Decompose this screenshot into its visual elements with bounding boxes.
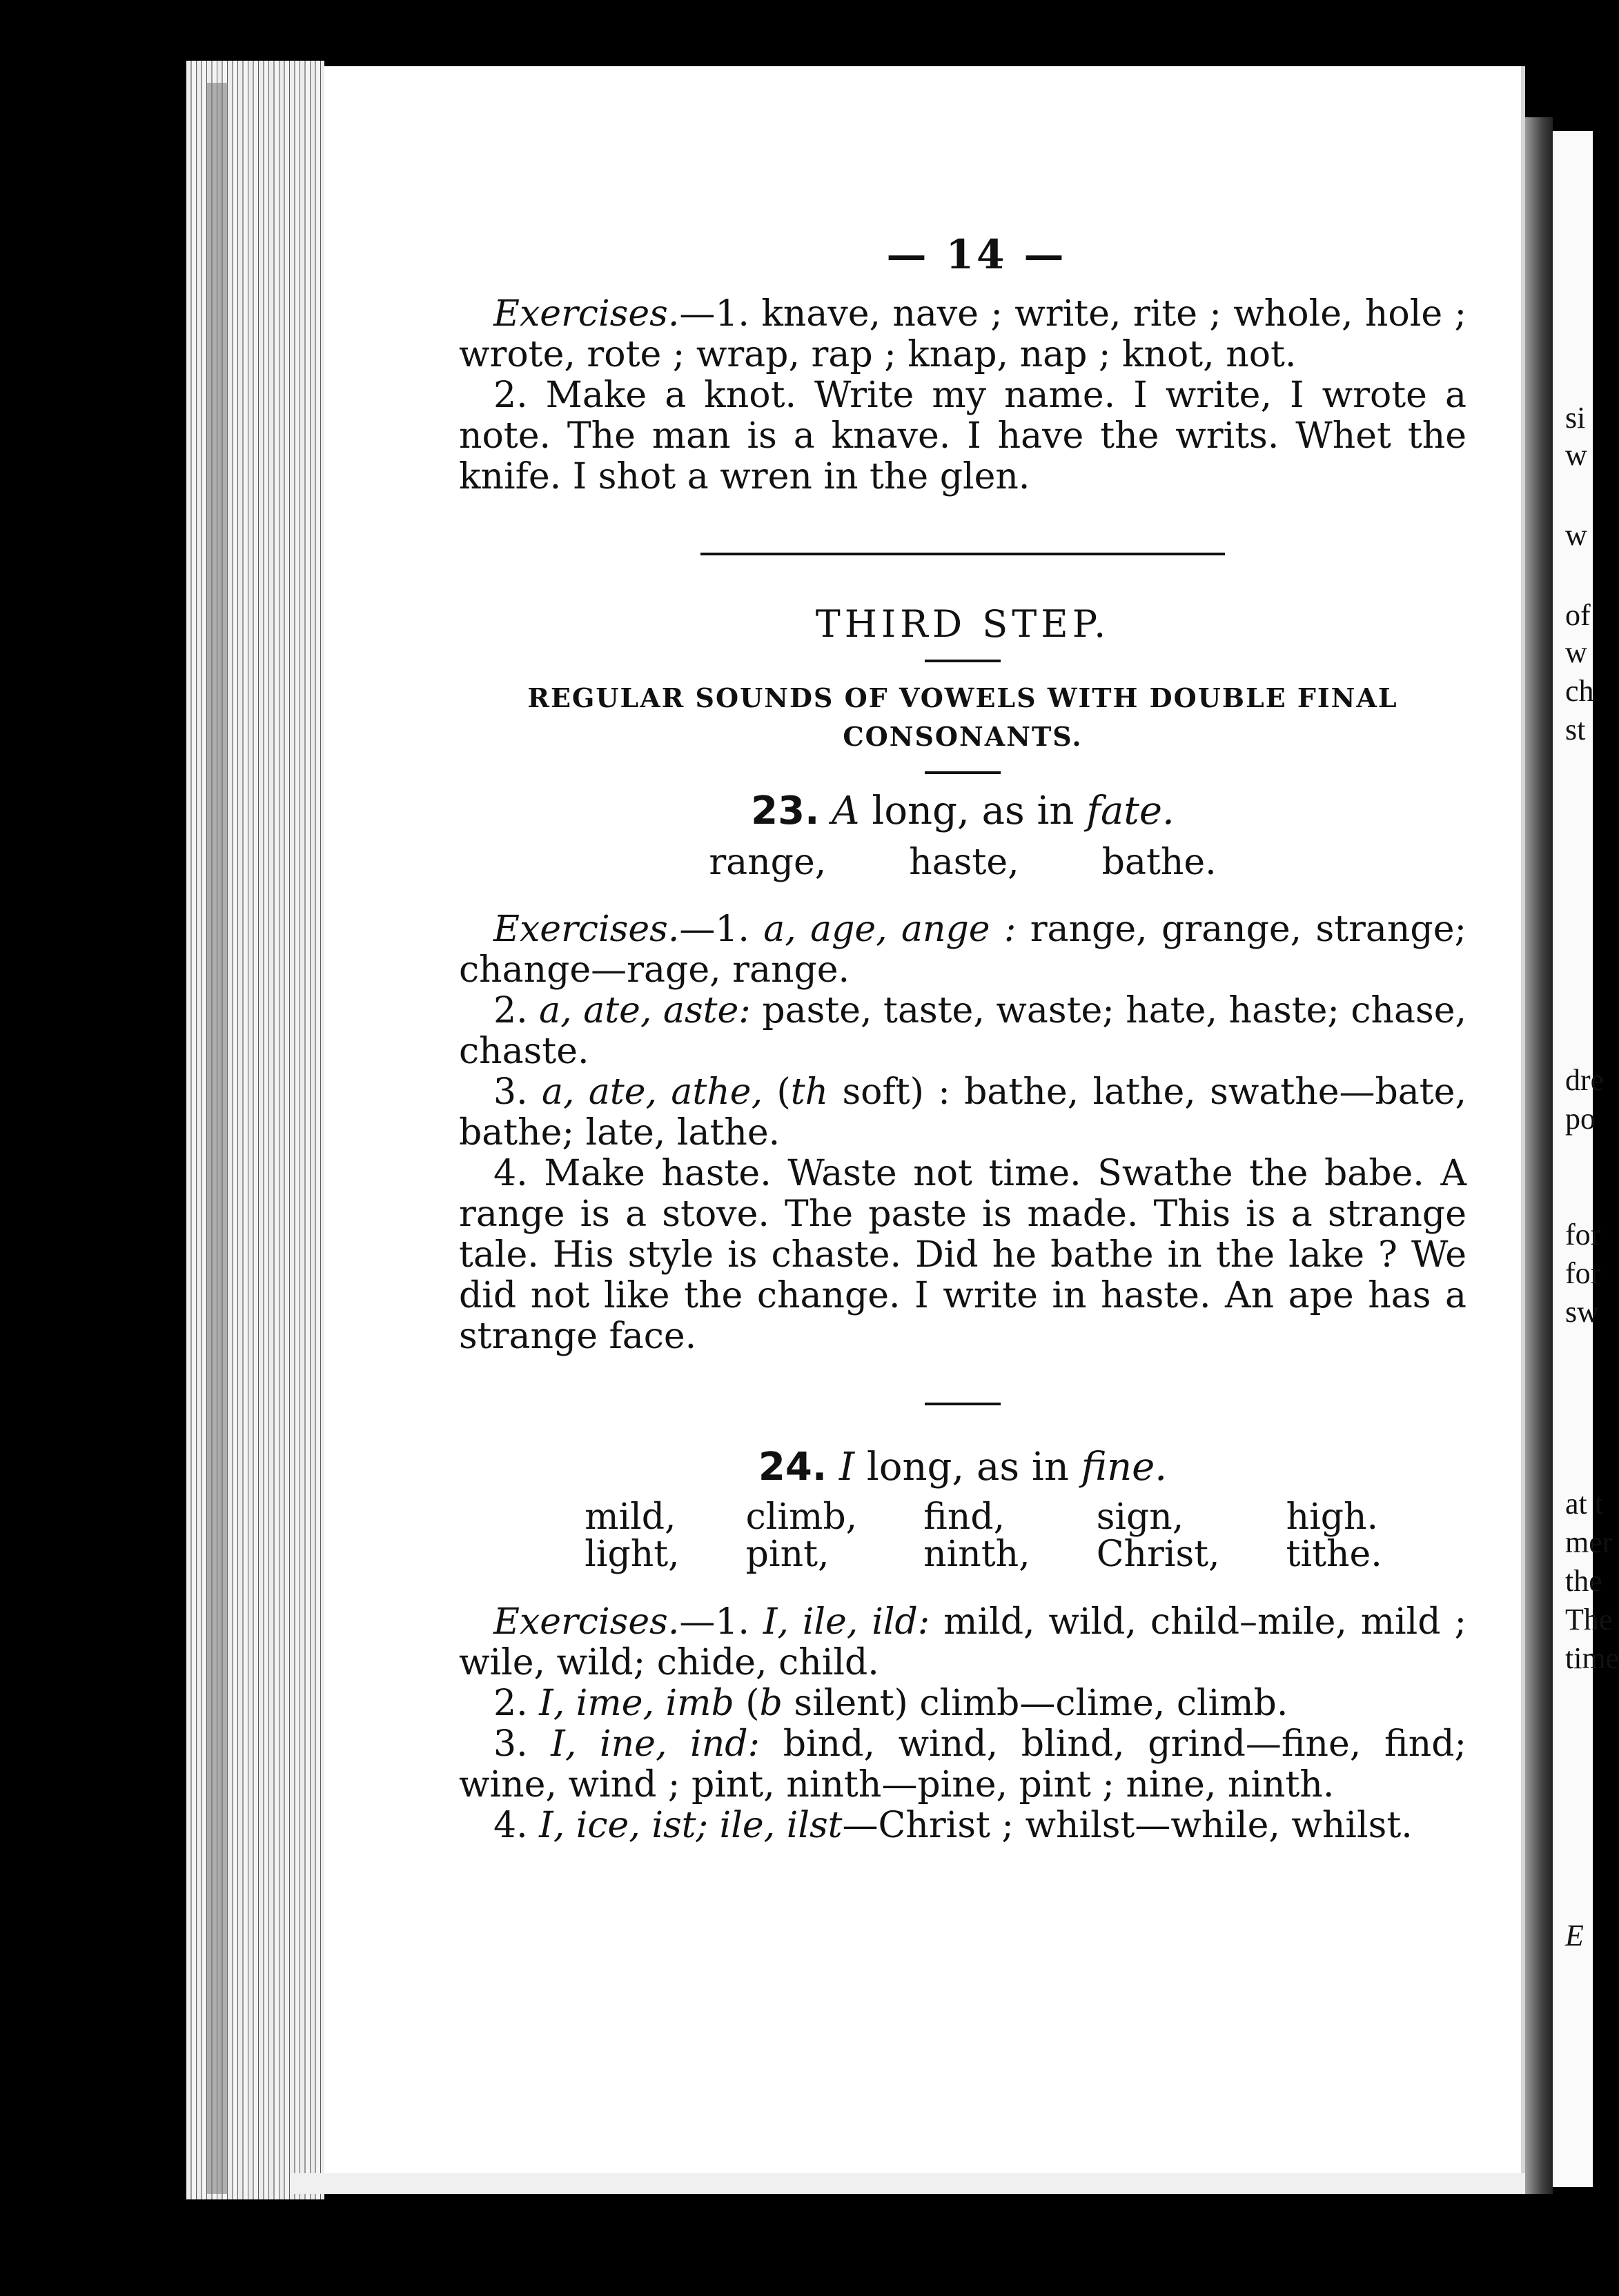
exercise-number: 3. <box>493 1723 551 1765</box>
lesson-23-heading <box>459 791 1466 831</box>
word: mild, <box>585 1496 676 1538</box>
exercises-label: Exercises. <box>493 909 680 950</box>
facing-fragment: sw <box>1565 1295 1599 1329</box>
exercise-pattern: I, ine, ind: <box>551 1723 761 1765</box>
exercise-text: ( <box>734 1683 760 1724</box>
facing-fragment: for <box>1565 1218 1601 1251</box>
exercise-paragraph: 2. Make a knot. Write my name. I write, I wrote a note. The man is a knave. I have the writs. Whet the knife. I shot a wren in the glen. <box>459 375 1466 497</box>
lesson-number: 24. <box>758 1445 827 1490</box>
facing-page-fragment <box>1553 131 1619 2187</box>
lesson-24-words <box>459 1498 1466 1573</box>
exercise-text: paste, taste, waste; hate, haste; chase, chaste. <box>459 990 1467 1072</box>
exercise-pattern: a, ate, aste: <box>539 990 751 1031</box>
book-gutter <box>1525 117 1553 2194</box>
lesson-heading-text: long, as in <box>859 789 1087 833</box>
facing-fragment: time <box>1565 1641 1619 1675</box>
exercise-number: 3. <box>493 1071 542 1113</box>
facing-fragment: w <box>1565 438 1587 472</box>
page-shadow <box>207 83 228 2194</box>
word: tithe. <box>1286 1534 1382 1575</box>
exercise-pattern: a, age, ange : <box>763 909 1017 950</box>
exercise-paragraph <box>459 1724 1466 1805</box>
exercise-text: —Christ ; whilst—while, whilst. <box>842 1805 1413 1846</box>
lesson-vowel: I <box>838 1445 855 1490</box>
page-content <box>459 231 1467 1846</box>
facing-fragment: for <box>1565 1256 1601 1290</box>
exercise-text: range, grange, strange; change—rage, range. <box>459 909 1466 991</box>
facing-fragment: w <box>1565 518 1587 552</box>
exercise-text: bind, wind, blind, grind—fine, find; wine, wind ; pint, ninth—pine, pint ; nine, ninth. <box>459 1723 1466 1805</box>
exercise-paragraph <box>459 294 1466 375</box>
lesson-24-heading <box>459 1445 1466 1490</box>
lesson-vowel: A <box>832 789 860 833</box>
exercise-pattern: a, ate, athe, <box>541 1071 763 1113</box>
facing-fragment: st <box>1565 713 1586 746</box>
facing-fragment: E <box>1565 1919 1584 1952</box>
facing-fragment: w <box>1565 635 1587 669</box>
exercise-pattern: I, ile, ild: <box>763 1601 930 1643</box>
exercise-text: mild, wild, child–mile, mild ; wile, wild; chide, child. <box>459 1601 1466 1683</box>
exercise-text: silent) climb—clime, climb. <box>782 1683 1288 1724</box>
exercise-pattern: I, ice, ist; ile, ilst <box>539 1805 843 1846</box>
word: range, <box>709 842 827 883</box>
exercise-paragraph <box>459 1805 1466 1846</box>
exercise-number: —1. <box>679 909 764 950</box>
exercise-pattern: I, ime, imb <box>539 1683 734 1724</box>
word: climb, <box>745 1496 858 1538</box>
facing-fragment: of <box>1565 598 1591 632</box>
exercises-label: Exercises. <box>493 293 680 335</box>
section-divider <box>700 553 1225 555</box>
word: pint, <box>745 1534 830 1575</box>
exercise-text: ( <box>763 1071 791 1113</box>
facing-fragment: at t <box>1565 1487 1603 1521</box>
facing-fragment: the <box>1565 1564 1602 1598</box>
exercise-paragraph <box>459 1072 1466 1154</box>
exercises-label: Exercises. <box>493 1601 680 1643</box>
lesson-example: fine. <box>1081 1445 1168 1490</box>
exercise-number: 2. <box>493 990 540 1031</box>
facing-fragment: The <box>1565 1603 1613 1636</box>
exercise-paragraph <box>459 991 1466 1072</box>
short-rule <box>925 771 1001 774</box>
exercise-paragraph <box>459 1683 1466 1724</box>
word: haste, <box>909 842 1019 883</box>
exercise-paragraph: 4. Make haste. Waste not time. Swathe the babe. A range is a stove. The paste is made. This is a strange tale. His style is chaste. Did he bathe in the lake ? We did not like the change. I write in haste. An ape has a strange face. <box>459 1153 1466 1357</box>
facing-fragment: ch <box>1565 674 1594 708</box>
lesson-example: fate. <box>1086 789 1175 833</box>
lesson-number: 23. <box>751 789 820 833</box>
facing-fragment: si <box>1565 401 1586 435</box>
page-number: — 14 — <box>886 231 1067 278</box>
word: light, <box>585 1534 680 1575</box>
word: bathe. <box>1101 842 1217 883</box>
short-rule <box>925 660 1001 662</box>
exercise-letters: th <box>790 1071 829 1113</box>
section-subtitle: REGULAR SOUNDS OF VOWELS WITH DOUBLE FINAL CONSONANTS. <box>527 682 1398 752</box>
step-title: THIRD STEP. <box>815 602 1110 646</box>
exercise-paragraph <box>459 1602 1466 1683</box>
lesson-23-words <box>459 842 1466 883</box>
facing-fragment: po <box>1565 1102 1596 1136</box>
exercise-number: 2. <box>493 1683 540 1724</box>
exercise-text: soft) : bathe, lathe, swathe—bate, bathe; late, lathe. <box>459 1071 1466 1154</box>
exercise-letters: b <box>759 1683 783 1724</box>
page-bottom-edge <box>290 2173 1525 2194</box>
word: sign, <box>1096 1496 1184 1538</box>
short-rule <box>925 1403 1001 1405</box>
word: high. <box>1286 1496 1379 1538</box>
word: Christ, <box>1096 1534 1220 1575</box>
word: find, <box>923 1496 1005 1538</box>
exercise-paragraph <box>459 909 1466 991</box>
facing-fragment: dre <box>1565 1063 1605 1097</box>
word: ninth, <box>923 1534 1030 1575</box>
exercise-number: —1. <box>679 1601 763 1643</box>
exercise-number: 4. <box>493 1805 540 1846</box>
exercise-text: —1. knave, nave ; write, rite ; whole, hole ; wrote, rote ; wrap, rap ; knap, nap ; knot, not. <box>459 293 1466 375</box>
facing-fragment: mer <box>1565 1525 1613 1559</box>
lesson-heading-text: long, as in <box>854 1445 1081 1490</box>
